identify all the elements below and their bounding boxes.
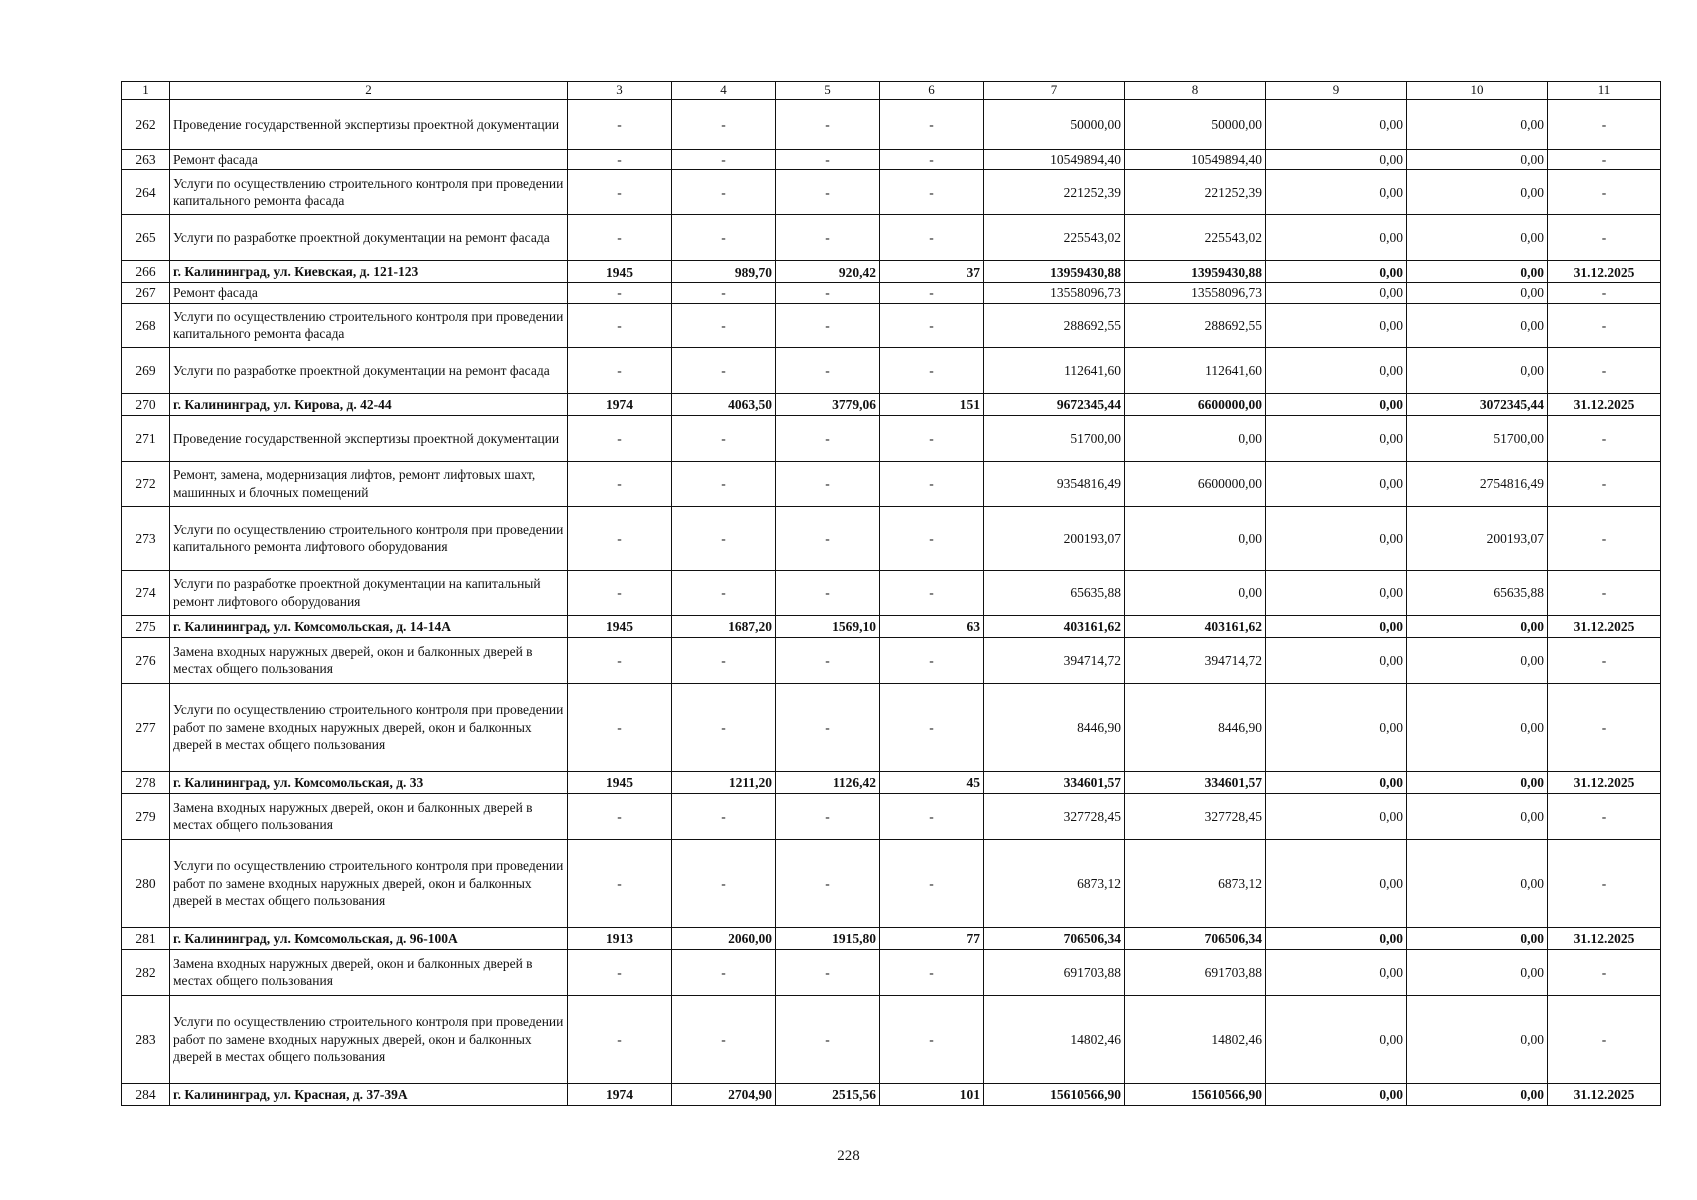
col-10-cell: 0,00 [1407,347,1548,393]
address-row [122,615,1661,637]
col-9-cell: 0,00 [1266,506,1407,570]
col-header-7: 7 [984,82,1125,100]
col-4-cell: 1211,20 [672,771,776,793]
work-description-cell: Услуги по разработке проектной документации на ремонт фасада [170,347,568,393]
work-description-cell: г. Калининград, ул. Комсомольская, д. 14-14А [170,615,568,637]
col-7-cell: 394714,72 [984,637,1125,683]
col-11-cell: - [1548,683,1661,771]
col-9-cell: 0,00 [1266,415,1407,461]
address-row [122,771,1661,793]
col-10-cell: 3072345,44 [1407,393,1548,415]
col-3-cell: - [568,303,672,347]
row-number-cell: 267 [122,283,170,304]
col-5-cell: - [776,839,880,927]
col-11-cell: - [1548,149,1661,170]
col-9-cell: 0,00 [1266,839,1407,927]
col-4-cell: - [672,461,776,506]
col-9-cell: 0,00 [1266,683,1407,771]
col-4-cell: - [672,347,776,393]
address-row [122,1083,1661,1105]
work-row [122,949,1661,995]
work-row [122,303,1661,347]
work-description-cell: Ремонт, замена, модернизация лифтов, ремонт лифтовых шахт, машинных и блочных помещений [170,461,568,506]
col-7-cell: 65635,88 [984,570,1125,615]
col-7-cell: 112641,60 [984,347,1125,393]
work-description-cell: Замена входных наружных дверей, окон и балконных дверей в местах общего пользования [170,793,568,839]
col-4-cell: 2060,00 [672,927,776,949]
col-10-cell: 0,00 [1407,995,1548,1083]
row-number-cell: 274 [122,570,170,615]
col-6-cell: 77 [880,927,984,949]
col-8-cell: 0,00 [1125,506,1266,570]
col-11-cell: 31.12.2025 [1548,393,1661,415]
col-header-3: 3 [568,82,672,100]
col-4-cell: 1687,20 [672,615,776,637]
col-4-cell: - [672,415,776,461]
col-9-cell: 0,00 [1266,927,1407,949]
col-8-cell: 112641,60 [1125,347,1266,393]
col-header-10: 10 [1407,82,1548,100]
col-11-cell: - [1548,415,1661,461]
col-7-cell: 9354816,49 [984,461,1125,506]
col-11-cell: - [1548,637,1661,683]
col-7-cell: 403161,62 [984,615,1125,637]
row-number-cell: 262 [122,99,170,149]
col-3-cell: 1945 [568,615,672,637]
col-header-1: 1 [122,82,170,100]
row-number-cell: 265 [122,215,170,261]
col-7-cell: 13959430,88 [984,261,1125,283]
col-8-cell: 14802,46 [1125,995,1266,1083]
col-3-cell: 1945 [568,261,672,283]
row-number-cell: 271 [122,415,170,461]
work-description-cell: Замена входных наружных дверей, окон и балконных дверей в местах общего пользования [170,949,568,995]
col-10-cell: 0,00 [1407,683,1548,771]
work-description-cell: г. Калининград, ул. Кирова, д. 42-44 [170,393,568,415]
work-row [122,99,1661,149]
work-description-cell: Услуги по осуществлению строительного контроля при проведении капитального ремонта фасада [170,170,568,215]
col-4-cell: - [672,99,776,149]
col-11-cell: - [1548,793,1661,839]
col-5-cell: 1126,42 [776,771,880,793]
work-description-cell: Услуги по осуществлению строительного контроля при проведении работ по замене входных наружных дверей, окон и балконных дверей в местах общего пользования [170,839,568,927]
col-3-cell: - [568,215,672,261]
col-9-cell: 0,00 [1266,1083,1407,1105]
row-number-cell: 278 [122,771,170,793]
col-10-cell: 0,00 [1407,303,1548,347]
col-10-cell: 200193,07 [1407,506,1548,570]
col-10-cell: 0,00 [1407,261,1548,283]
work-row [122,170,1661,215]
work-description-cell: Услуги по осуществлению строительного контроля при проведении работ по замене входных наружных дверей, окон и балконных дверей в местах общего пользования [170,995,568,1083]
col-11-cell: - [1548,949,1661,995]
col-6-cell: - [880,170,984,215]
col-6-cell: - [880,570,984,615]
col-6-cell: - [880,995,984,1083]
col-10-cell: 0,00 [1407,215,1548,261]
row-number-cell: 283 [122,995,170,1083]
col-4-cell: - [672,215,776,261]
col-7-cell: 15610566,90 [984,1083,1125,1105]
col-7-cell: 327728,45 [984,793,1125,839]
col-9-cell: 0,00 [1266,347,1407,393]
col-3-cell: - [568,461,672,506]
col-7-cell: 288692,55 [984,303,1125,347]
col-4-cell: - [672,995,776,1083]
col-9-cell: 0,00 [1266,461,1407,506]
col-10-cell: 0,00 [1407,615,1548,637]
col-7-cell: 51700,00 [984,415,1125,461]
col-6-cell: 63 [880,615,984,637]
col-6-cell: - [880,637,984,683]
col-header-11: 11 [1548,82,1661,100]
col-header-4: 4 [672,82,776,100]
work-row [122,793,1661,839]
col-8-cell: 288692,55 [1125,303,1266,347]
col-8-cell: 15610566,90 [1125,1083,1266,1105]
col-3-cell: - [568,949,672,995]
col-5-cell: - [776,949,880,995]
work-description-cell: Услуги по осуществлению строительного контроля при проведении работ по замене входных наружных дверей, окон и балконных дверей в местах общего пользования [170,683,568,771]
col-4-cell: - [672,170,776,215]
row-number-cell: 270 [122,393,170,415]
col-9-cell: 0,00 [1266,99,1407,149]
col-11-cell: - [1548,283,1661,304]
col-4-cell: 4063,50 [672,393,776,415]
col-8-cell: 6873,12 [1125,839,1266,927]
col-5-cell: 2515,56 [776,1083,880,1105]
col-7-cell: 691703,88 [984,949,1125,995]
col-5-cell: - [776,99,880,149]
col-11-cell: 31.12.2025 [1548,1083,1661,1105]
col-10-cell: 0,00 [1407,949,1548,995]
col-10-cell: 0,00 [1407,637,1548,683]
col-5-cell: 1915,80 [776,927,880,949]
col-5-cell: - [776,793,880,839]
col-9-cell: 0,00 [1266,771,1407,793]
col-7-cell: 334601,57 [984,771,1125,793]
row-number-cell: 281 [122,927,170,949]
col-5-cell: - [776,637,880,683]
col-11-cell: 31.12.2025 [1548,927,1661,949]
col-5-cell: - [776,570,880,615]
col-7-cell: 8446,90 [984,683,1125,771]
col-8-cell: 327728,45 [1125,793,1266,839]
col-10-cell: 0,00 [1407,149,1548,170]
col-7-cell: 6873,12 [984,839,1125,927]
col-9-cell: 0,00 [1266,637,1407,683]
row-number-cell: 264 [122,170,170,215]
row-number-cell: 272 [122,461,170,506]
col-8-cell: 6600000,00 [1125,393,1266,415]
col-4-cell: - [672,839,776,927]
col-10-cell: 0,00 [1407,170,1548,215]
work-description-cell: Проведение государственной экспертизы проектной документации [170,99,568,149]
col-11-cell: 31.12.2025 [1548,615,1661,637]
work-row [122,215,1661,261]
col-4-cell: - [672,949,776,995]
col-header-5: 5 [776,82,880,100]
work-row [122,637,1661,683]
col-8-cell: 8446,90 [1125,683,1266,771]
col-3-cell: - [568,570,672,615]
col-11-cell: - [1548,215,1661,261]
work-row [122,683,1661,771]
row-number-cell: 275 [122,615,170,637]
col-8-cell: 10549894,40 [1125,149,1266,170]
col-9-cell: 0,00 [1266,149,1407,170]
work-description-cell: г. Калининград, ул. Красная, д. 37-39А [170,1083,568,1105]
col-3-cell: - [568,995,672,1083]
col-3-cell: - [568,839,672,927]
work-description-cell: Ремонт фасада [170,283,568,304]
col-10-cell: 0,00 [1407,283,1548,304]
col-10-cell: 0,00 [1407,1083,1548,1105]
work-row [122,347,1661,393]
col-5-cell: - [776,506,880,570]
col-8-cell: 50000,00 [1125,99,1266,149]
col-7-cell: 200193,07 [984,506,1125,570]
work-description-cell: Услуги по осуществлению строительного контроля при проведении капитального ремонта лифтового оборудования [170,506,568,570]
col-10-cell: 0,00 [1407,99,1548,149]
col-8-cell: 13959430,88 [1125,261,1266,283]
col-10-cell: 0,00 [1407,927,1548,949]
col-6-cell: - [880,506,984,570]
col-10-cell: 65635,88 [1407,570,1548,615]
col-5-cell: 3779,06 [776,393,880,415]
work-description-cell: Услуги по разработке проектной документации на ремонт фасада [170,215,568,261]
col-3-cell: - [568,506,672,570]
col-6-cell: 101 [880,1083,984,1105]
work-row [122,570,1661,615]
col-4-cell: - [672,149,776,170]
col-5-cell: - [776,461,880,506]
col-6-cell: - [880,793,984,839]
col-3-cell: 1974 [568,393,672,415]
col-8-cell: 394714,72 [1125,637,1266,683]
col-4-cell: - [672,303,776,347]
col-5-cell: - [776,283,880,304]
col-6-cell: - [880,949,984,995]
col-10-cell: 0,00 [1407,771,1548,793]
col-3-cell: - [568,793,672,839]
col-8-cell: 221252,39 [1125,170,1266,215]
col-11-cell: - [1548,170,1661,215]
col-10-cell: 0,00 [1407,793,1548,839]
row-number-cell: 279 [122,793,170,839]
work-row [122,149,1661,170]
col-9-cell: 0,00 [1266,393,1407,415]
col-11-cell: - [1548,506,1661,570]
col-5-cell: - [776,347,880,393]
row-number-cell: 284 [122,1083,170,1105]
address-row [122,261,1661,283]
row-number-cell: 277 [122,683,170,771]
col-8-cell: 225543,02 [1125,215,1266,261]
page-number: 228 [837,1148,860,1164]
col-7-cell: 9672345,44 [984,393,1125,415]
col-11-cell: - [1548,461,1661,506]
col-4-cell: - [672,570,776,615]
col-header-2: 2 [170,82,568,100]
work-row [122,506,1661,570]
address-row [122,393,1661,415]
work-row [122,461,1661,506]
col-9-cell: 0,00 [1266,615,1407,637]
col-9-cell: 0,00 [1266,793,1407,839]
col-9-cell: 0,00 [1266,949,1407,995]
column-number-header [122,82,1661,100]
work-description-cell: г. Калининград, ул. Киевская, д. 121-123 [170,261,568,283]
col-3-cell: - [568,99,672,149]
col-6-cell: - [880,461,984,506]
col-5-cell: - [776,149,880,170]
col-3-cell: - [568,415,672,461]
col-7-cell: 221252,39 [984,170,1125,215]
col-11-cell: - [1548,839,1661,927]
row-number-cell: 268 [122,303,170,347]
col-header-9: 9 [1266,82,1407,100]
col-6-cell: 45 [880,771,984,793]
col-9-cell: 0,00 [1266,570,1407,615]
col-11-cell: - [1548,99,1661,149]
row-number-cell: 280 [122,839,170,927]
col-3-cell: - [568,637,672,683]
col-3-cell: - [568,170,672,215]
col-7-cell: 225543,02 [984,215,1125,261]
col-3-cell: 1913 [568,927,672,949]
col-8-cell: 403161,62 [1125,615,1266,637]
col-5-cell: - [776,995,880,1083]
col-6-cell: - [880,283,984,304]
work-description-cell: Услуги по осуществлению строительного контроля при проведении капитального ремонта фасада [170,303,568,347]
col-8-cell: 0,00 [1125,415,1266,461]
work-row [122,839,1661,927]
address-row [122,927,1661,949]
col-6-cell: 37 [880,261,984,283]
col-4-cell: - [672,506,776,570]
col-9-cell: 0,00 [1266,303,1407,347]
col-8-cell: 6600000,00 [1125,461,1266,506]
table-body [122,82,1661,1106]
col-10-cell: 0,00 [1407,839,1548,927]
col-6-cell: - [880,215,984,261]
program-table [121,81,1661,1106]
col-7-cell: 14802,46 [984,995,1125,1083]
col-5-cell: - [776,683,880,771]
row-number-cell: 266 [122,261,170,283]
work-description-cell: Ремонт фасада [170,149,568,170]
col-5-cell: - [776,415,880,461]
work-description-cell: Проведение государственной экспертизы проектной документации [170,415,568,461]
work-description-cell: г. Калининград, ул. Комсомольская, д. 33 [170,771,568,793]
col-5-cell: - [776,303,880,347]
col-11-cell: 31.12.2025 [1548,261,1661,283]
work-description-cell: Услуги по разработке проектной документации на капитальный ремонт лифтового оборудования [170,570,568,615]
col-5-cell: 920,42 [776,261,880,283]
col-10-cell: 2754816,49 [1407,461,1548,506]
col-4-cell: - [672,283,776,304]
col-8-cell: 706506,34 [1125,927,1266,949]
col-8-cell: 0,00 [1125,570,1266,615]
col-5-cell: - [776,215,880,261]
col-9-cell: 0,00 [1266,995,1407,1083]
col-7-cell: 706506,34 [984,927,1125,949]
col-4-cell: 989,70 [672,261,776,283]
col-8-cell: 334601,57 [1125,771,1266,793]
col-8-cell: 691703,88 [1125,949,1266,995]
col-6-cell: 151 [880,393,984,415]
row-number-cell: 282 [122,949,170,995]
col-6-cell: - [880,683,984,771]
col-10-cell: 51700,00 [1407,415,1548,461]
work-description-cell: г. Калининград, ул. Комсомольская, д. 96-100А [170,927,568,949]
work-row [122,283,1661,304]
col-6-cell: - [880,839,984,927]
col-3-cell: 1974 [568,1083,672,1105]
row-number-cell: 269 [122,347,170,393]
col-3-cell: - [568,683,672,771]
col-9-cell: 0,00 [1266,283,1407,304]
col-7-cell: 10549894,40 [984,149,1125,170]
col-5-cell: 1569,10 [776,615,880,637]
work-description-cell: Замена входных наружных дверей, окон и балконных дверей в местах общего пользования [170,637,568,683]
col-4-cell: - [672,683,776,771]
col-6-cell: - [880,415,984,461]
row-number-cell: 273 [122,506,170,570]
col-11-cell: - [1548,303,1661,347]
col-header-8: 8 [1125,82,1266,100]
col-11-cell: - [1548,995,1661,1083]
col-3-cell: - [568,149,672,170]
col-7-cell: 50000,00 [984,99,1125,149]
work-row [122,995,1661,1083]
work-row [122,415,1661,461]
col-7-cell: 13558096,73 [984,283,1125,304]
col-6-cell: - [880,149,984,170]
col-9-cell: 0,00 [1266,170,1407,215]
row-number-cell: 276 [122,637,170,683]
col-3-cell: 1945 [568,771,672,793]
col-4-cell: 2704,90 [672,1083,776,1105]
col-4-cell: - [672,793,776,839]
col-4-cell: - [672,637,776,683]
col-8-cell: 13558096,73 [1125,283,1266,304]
col-3-cell: - [568,347,672,393]
row-number-cell: 263 [122,149,170,170]
col-9-cell: 0,00 [1266,215,1407,261]
col-header-6: 6 [880,82,984,100]
col-11-cell: 31.12.2025 [1548,771,1661,793]
col-6-cell: - [880,347,984,393]
col-6-cell: - [880,99,984,149]
col-11-cell: - [1548,570,1661,615]
col-11-cell: - [1548,347,1661,393]
col-6-cell: - [880,303,984,347]
col-3-cell: - [568,283,672,304]
col-5-cell: - [776,170,880,215]
col-9-cell: 0,00 [1266,261,1407,283]
